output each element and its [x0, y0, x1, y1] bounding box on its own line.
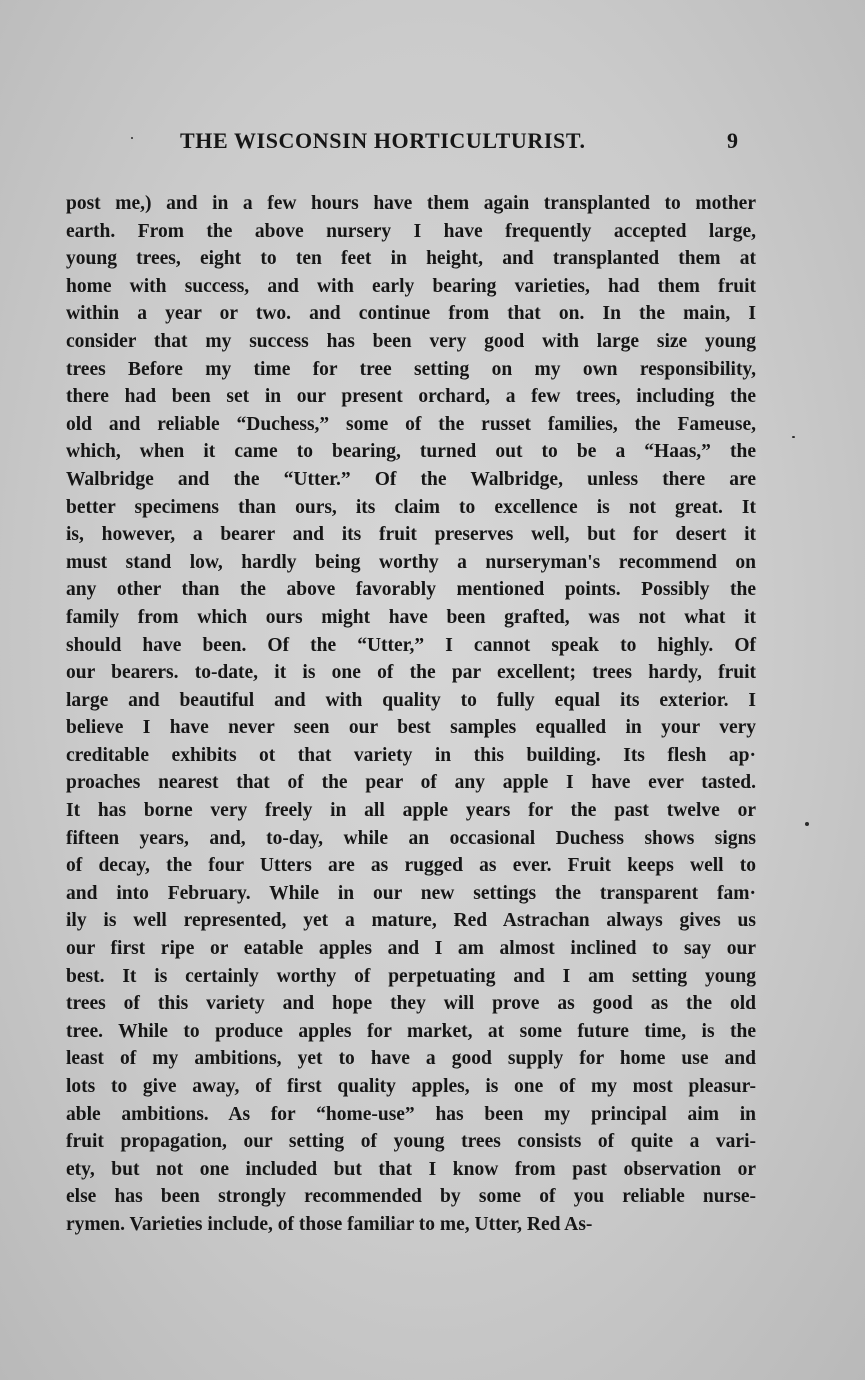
text-line: consider that my success has been very good with large size young [66, 330, 756, 352]
text-line: able ambitions. As for “home-use” has been my principal aim in [66, 1103, 756, 1125]
running-head [66, 128, 756, 158]
text-line: ety, but not one included but that I know from past observation or [66, 1158, 756, 1180]
text-line: old and reliable “Duchess,” some of the russet families, the Fameuse, [66, 413, 756, 435]
body-text [66, 190, 756, 1239]
text-line: family from which ours might have been grafted, was not what it [66, 606, 756, 628]
text-line: believe I have never seen our best samples equalled in your very [66, 717, 756, 739]
text-line: there had been set in our present orchard, a few trees, including the [66, 386, 756, 408]
text-line: must stand low, hardly being worthy a nurseryman's recommend on [66, 551, 756, 573]
text-line: of decay, the four Utters are as rugged as ever. Fruit keeps well to [66, 855, 756, 877]
text-line: home with success, and with early bearing varieties, had them fruit [66, 275, 756, 297]
text-line: large and beautiful and with quality to fully equal its exterior. I [66, 689, 756, 711]
page-number: 9 [727, 128, 738, 153]
text-line: ily is well represented, yet a mature, Red Astrachan always gives us [66, 910, 756, 932]
text-line: fruit propagation, our setting of young trees consists of quite a vari- [66, 1131, 756, 1153]
text-line: It has borne very freely in all apple years for the past twelve or [66, 800, 756, 822]
text-line: and into February. While in our new settings the transparent fam· [66, 882, 756, 904]
text-line: fifteen years, and, to-day, while an occasional Duchess shows signs [66, 827, 756, 849]
text-line: any other than the above favorably mentioned points. Possibly the [66, 579, 756, 601]
text-line: Walbridge and the “Utter.” Of the Walbridge, unless there are [66, 468, 756, 490]
scan-speck [805, 822, 809, 826]
text-line: trees of this variety and hope they will prove as good as the old [66, 993, 756, 1015]
text-line: best. It is certainly worthy of perpetuating and I am setting young [66, 965, 756, 987]
text-line: least of my ambitions, yet to have a good supply for home use and [66, 1048, 756, 1070]
text-line: better specimens than ours, its claim to excellence is not great. It [66, 496, 756, 518]
text-line: creditable exhibits ot that variety in this building. Its flesh ap· [66, 744, 756, 766]
text-line: proaches nearest that of the pear of any apple I have ever tasted. [66, 772, 756, 794]
text-line: which, when it came to bearing, turned out to be a “Haas,” the [66, 441, 756, 463]
text-line: lots to give away, of first quality apples, is one of my most pleasur- [66, 1076, 756, 1097]
text-line: tree. While to produce apples for market, at some future time, is the [66, 1020, 756, 1042]
text-line: rymen. Varieties include, of those familiar to me, Utter, Red As- [66, 1213, 593, 1235]
text-line: earth. From the above nursery I have frequently accepted large, [66, 220, 756, 242]
journal-title: THE WISCONSIN HORTICULTURIST. [180, 128, 586, 153]
text-line: post me,) and in a few hours have them again transplanted to mother [66, 193, 756, 214]
scan-speck [131, 137, 133, 139]
text-line: within a year or two. and continue from that on. In the main, I [66, 303, 756, 325]
text-line: is, however, a bearer and its fruit preserves well, but for desert it [66, 524, 756, 546]
text-line: should have been. Of the “Utter,” I cannot speak to highly. Of [66, 634, 756, 656]
scan-speck [792, 436, 795, 438]
text-line: trees Before my time for tree setting on my own responsibility, [66, 358, 756, 380]
text-line: else has been strongly recommended by some of you reliable nurse- [66, 1186, 756, 1208]
text-line: young trees, eight to ten feet in height, and transplanted them at [66, 248, 756, 270]
text-line: our bearers. to-date, it is one of the par excellent; trees hardy, fruit [66, 662, 756, 684]
text-line: our first ripe or eatable apples and I am almost inclined to say our [66, 938, 756, 960]
